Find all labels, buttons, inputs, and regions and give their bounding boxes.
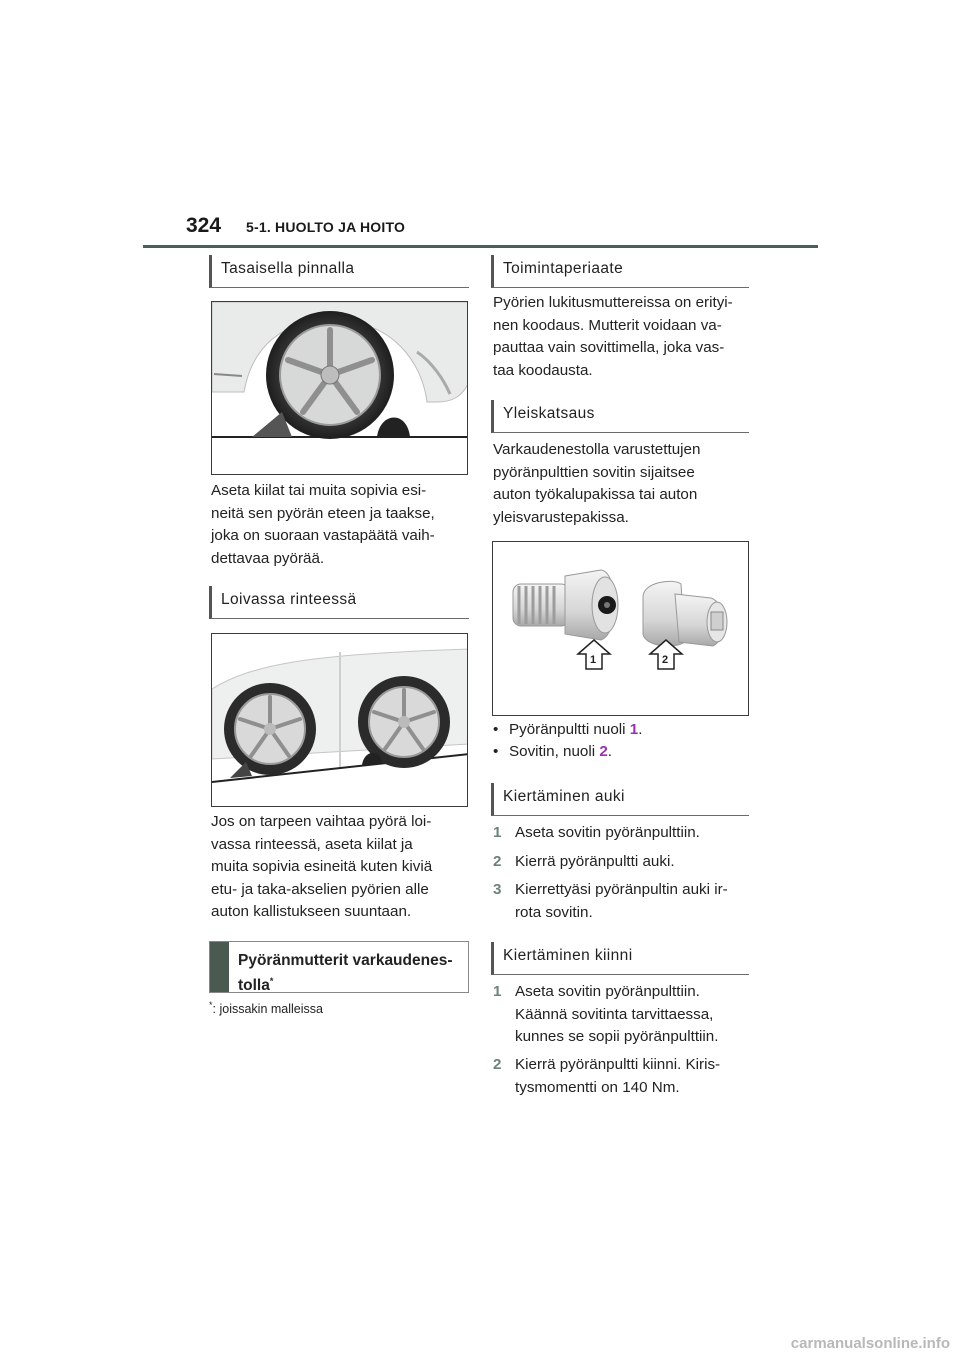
section-heading-loosen-text: Kiertäminen auki bbox=[503, 788, 625, 805]
principle-body-text bbox=[493, 292, 753, 382]
section-heading-slope-text: Loivassa rinteessä bbox=[221, 591, 357, 608]
step-text: Kierrettyäsi pyöränpultin auki ir- bbox=[515, 881, 728, 898]
overview-text-line: Varkaudenestolla varustettujen bbox=[493, 441, 701, 458]
step-text: kunnes se sopii pyöränpulttiin. bbox=[515, 1028, 719, 1046]
step-item bbox=[493, 851, 753, 874]
section-heading-flat-text: Tasaisella pinnalla bbox=[221, 260, 355, 277]
step-number: 2 bbox=[493, 1056, 502, 1073]
list-item bbox=[493, 743, 612, 760]
slope-text-line: vassa rinteessä, aseta kiilat ja bbox=[211, 835, 413, 853]
bullet-glyph: • bbox=[493, 721, 499, 738]
watermark: carmanualsonline.info bbox=[790, 1335, 950, 1352]
step-item bbox=[493, 822, 753, 845]
callout-number: 1 bbox=[629, 721, 639, 738]
figure-label-2: 2 bbox=[662, 654, 669, 666]
flat-body-text bbox=[211, 480, 471, 570]
step-item bbox=[493, 1054, 753, 1100]
flat-text-line: dettavaa pyörää. bbox=[211, 549, 325, 567]
principle-text-line: taa koodausta. bbox=[493, 361, 593, 379]
figure-label-1: 1 bbox=[590, 654, 597, 666]
section-heading-flat bbox=[209, 255, 469, 288]
locking-nuts-heading-text bbox=[229, 942, 453, 995]
flat-text-line: Aseta kiilat tai muita sopivia esi- bbox=[211, 482, 427, 499]
section-heading-principle bbox=[491, 255, 749, 288]
bullet-end: . bbox=[638, 721, 643, 738]
bullet-text: Sovitin, nuoli bbox=[509, 743, 600, 760]
footnote-mark: * bbox=[209, 1000, 213, 1010]
slope-text-line: auton kallistukseen suuntaan. bbox=[211, 903, 412, 921]
bullet-text: Pyöränpultti nuoli bbox=[509, 721, 630, 738]
page-number: 324 bbox=[186, 214, 222, 237]
step-number: 2 bbox=[493, 853, 502, 870]
step-text: rota sovitin. bbox=[515, 903, 593, 921]
step-text: Kierrä pyöränpultti auki. bbox=[515, 853, 675, 870]
locking-heading-line: Pyöränmutterit varkaudenes- bbox=[238, 952, 453, 969]
step-text: tysmomentti on 140 Nm. bbox=[515, 1078, 680, 1096]
footnote bbox=[209, 1000, 323, 1016]
step-item bbox=[493, 981, 753, 1049]
step-text: Käännä sovitinta tarvittaessa, bbox=[515, 1005, 714, 1023]
bullet-glyph: • bbox=[493, 743, 499, 760]
flat-text-line: joka on suoraan vastapäätä vaih- bbox=[211, 527, 435, 545]
section-heading-overview bbox=[491, 400, 749, 433]
step-text: Aseta sovitin pyöränpulttiin. bbox=[515, 983, 700, 1000]
callout-number: 2 bbox=[599, 743, 608, 760]
slope-illustration bbox=[212, 634, 468, 807]
section-heading-slope bbox=[209, 586, 469, 619]
overview-body-text bbox=[493, 439, 753, 529]
heading-accent-bar bbox=[210, 942, 229, 992]
figure-flat-surface bbox=[211, 301, 468, 475]
step-number: 1 bbox=[493, 983, 502, 1000]
locking-heading-line: tolla bbox=[238, 977, 270, 995]
header-rule bbox=[143, 245, 818, 248]
step-number: 3 bbox=[493, 881, 502, 898]
principle-text-line: pauttaa vain sovittimella, joka vas- bbox=[493, 339, 725, 357]
figure-slope bbox=[211, 633, 468, 807]
principle-text-line: Pyörien lukitusmuttereissa on erityi- bbox=[493, 294, 733, 311]
flat-text-line: neitä sen pyörän eteen ja taakse, bbox=[211, 504, 435, 522]
asterisk-mark: * bbox=[269, 976, 274, 986]
section-heading-loosen bbox=[491, 783, 749, 816]
flat-surface-illustration bbox=[212, 302, 468, 475]
section-heading-tighten-text: Kiertäminen kiinni bbox=[503, 947, 633, 964]
bullet-end: . bbox=[607, 743, 613, 760]
overview-text-line: auton työkalupakissa tai auton bbox=[493, 486, 698, 504]
step-number: 1 bbox=[493, 824, 502, 841]
section-heading-tighten bbox=[491, 942, 749, 975]
step-item bbox=[493, 879, 753, 925]
section-heading-principle-text: Toimintaperiaate bbox=[503, 260, 624, 277]
overview-text-line: yleisvarustepakissa. bbox=[493, 508, 629, 526]
slope-text-line: etu- ja taka-akselien pyörien alle bbox=[211, 880, 429, 898]
bolt-adapter-illustration bbox=[493, 542, 749, 716]
section-heading-locking-nuts bbox=[209, 941, 469, 993]
step-text: Aseta sovitin pyöränpulttiin. bbox=[515, 824, 700, 841]
slope-body-text bbox=[211, 811, 471, 924]
footnote-text: : joissakin malleissa bbox=[212, 1002, 323, 1017]
section-heading-overview-text: Yleiskatsaus bbox=[503, 405, 595, 422]
step-text: Kierrä pyöränpultti kiinni. Kiris- bbox=[515, 1056, 721, 1073]
slope-text-line: muita sopivia esineitä kuten kiviä bbox=[211, 858, 433, 876]
list-item bbox=[493, 721, 642, 738]
figure-bolt-adapter bbox=[492, 541, 749, 716]
overview-text-line: pyöränpulttien sovitin sijaitsee bbox=[493, 463, 695, 481]
chapter-title: 5-1. HUOLTO JA HOITO bbox=[246, 219, 406, 235]
slope-text-line: Jos on tarpeen vaihtaa pyörä loi- bbox=[211, 813, 432, 830]
principle-text-line: nen koodaus. Mutterit voidaan va- bbox=[493, 316, 722, 334]
